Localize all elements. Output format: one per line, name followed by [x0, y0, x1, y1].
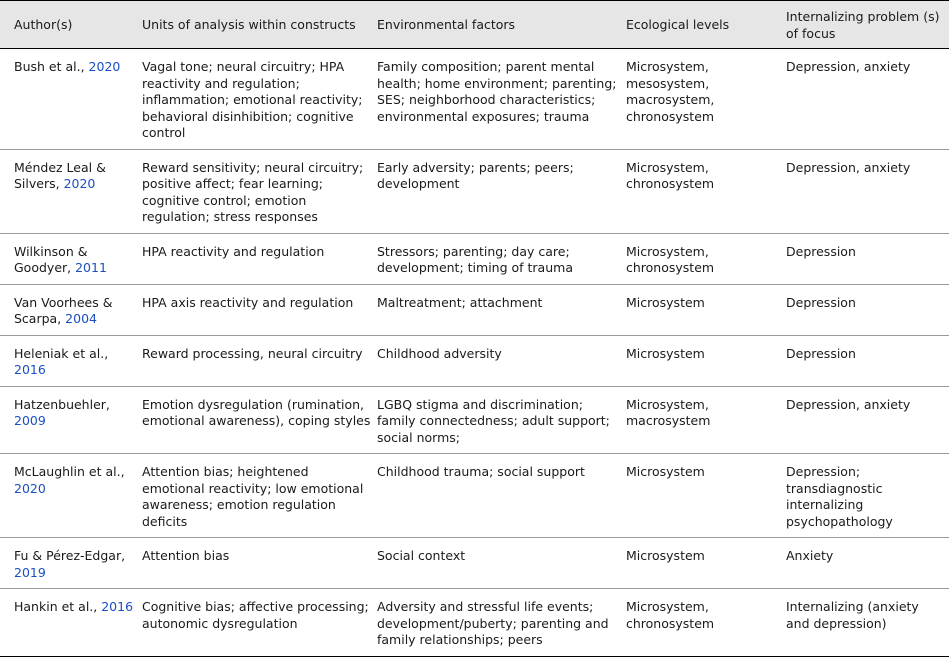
- cell-internalizing-problem: Depression: [786, 345, 856, 361]
- table-row: [0, 284, 949, 335]
- author-name: Van Voorhees & Scarpa,: [14, 294, 113, 326]
- cell-internalizing-problem: Depression, anxiety: [786, 159, 911, 175]
- cell-ecological-levels: Microsystem, chronosystem: [626, 599, 715, 631]
- cell-author: [0, 589, 142, 657]
- header-author: Author(s): [14, 17, 73, 33]
- cell-author: [0, 284, 142, 335]
- citation-year-link[interactable]: 2009: [14, 413, 46, 428]
- cell-author: [0, 454, 142, 538]
- author-name: Hankin et al.,: [14, 599, 98, 614]
- cell-author: [0, 149, 142, 233]
- citation-year-link[interactable]: 2019: [14, 564, 46, 580]
- cell-ecological-levels: Microsystem, chronosystem: [626, 243, 715, 275]
- cell-ecological-levels: Microsystem: [626, 294, 705, 310]
- header-row: [0, 1, 949, 49]
- cell-internalizing-problem: Depression: [786, 243, 856, 259]
- author-name: Fu & Pérez-Edgar,: [14, 548, 126, 563]
- cell-environmental-factors: Social context: [377, 548, 466, 563]
- cell-internalizing-problem: Depression, anxiety: [786, 396, 911, 412]
- cell-ecological-levels: Microsystem, mesosystem, macrosystem, chronosystem: [626, 59, 715, 124]
- cell-units: Reward processing, neural circuitry: [142, 345, 363, 361]
- cell-units: Attention bias; heightened emotional reactivity; low emotional awareness; emotion regulation deficits: [142, 464, 364, 529]
- author-name: Hatzenbuehler,: [14, 396, 110, 412]
- table-header: [0, 1, 949, 49]
- cell-units: Attention bias: [142, 548, 230, 563]
- cell-environmental-factors: LGBQ stigma and discrimination; family connectedness; adult support; social norms;: [377, 396, 610, 445]
- cell-internalizing-problem: Anxiety: [786, 548, 834, 563]
- author-name: McLaughlin et al.,: [14, 464, 125, 479]
- header-ecological-levels: Ecological levels: [626, 17, 730, 33]
- citation-year-link[interactable]: 2016: [14, 362, 46, 377]
- cell-author: [0, 538, 142, 589]
- cell-internalizing-problem: Depression: [786, 294, 856, 310]
- cell-environmental-factors: Stressors; parenting; day care; development; timing of trauma: [377, 243, 573, 275]
- header-environmental-factors: Environmental factors: [377, 17, 516, 33]
- cell-author: [0, 335, 142, 386]
- cell-environmental-factors: Maltreatment; attachment: [377, 294, 543, 310]
- table-row: [0, 538, 949, 589]
- cell-units: HPA reactivity and regulation: [142, 243, 325, 259]
- citation-year-link[interactable]: 2020: [88, 59, 121, 74]
- cell-environmental-factors: Childhood trauma; social support: [377, 464, 585, 479]
- table-row: [0, 233, 949, 284]
- cell-environmental-factors: Childhood adversity: [377, 345, 502, 361]
- header-internalizing-problem: Internalizing problem (s) of focus: [786, 9, 940, 41]
- citation-year-link[interactable]: 2016: [101, 599, 134, 614]
- cell-ecological-levels: Microsystem: [626, 464, 705, 479]
- table-row: [0, 335, 949, 386]
- citation-year-link[interactable]: 2020: [63, 176, 96, 191]
- cell-ecological-levels: Microsystem: [626, 345, 705, 361]
- citation-year-link[interactable]: 2011: [75, 260, 107, 275]
- cell-environmental-factors: Early adversity; parents; peers; development: [377, 159, 574, 191]
- citation-year-link[interactable]: 2020: [14, 480, 46, 496]
- cell-ecological-levels: Microsystem: [626, 548, 705, 563]
- cell-internalizing-problem: Internalizing (anxiety and depression): [786, 599, 919, 631]
- header-units: Units of analysis within constructs: [142, 17, 356, 33]
- table-row: [0, 454, 949, 538]
- author-name: Bush et al.,: [14, 59, 85, 74]
- cell-internalizing-problem: Depression, anxiety: [786, 59, 911, 74]
- table-body: [0, 49, 949, 657]
- table-row: [0, 386, 949, 454]
- cell-units: Cognitive bias; affective processing; autonomic dysregulation: [142, 599, 369, 631]
- cell-units: Emotion dysregulation (rumination, emotional awareness), coping styles: [142, 396, 371, 428]
- cell-author: [0, 49, 142, 150]
- author-name: Wilkinson & Goodyer,: [14, 243, 88, 275]
- cell-units: Reward sensitivity; neural circuitry; positive affect; fear learning; cognitive control; emotion regulation; stress responses: [142, 159, 364, 224]
- table-row: [0, 149, 949, 233]
- cell-author: [0, 386, 142, 454]
- cell-units: HPA axis reactivity and regulation: [142, 294, 354, 310]
- table-row: [0, 49, 949, 150]
- cell-author: [0, 233, 142, 284]
- cell-units: Vagal tone; neural circuitry; HPA reactivity and regulation; inflammation; emotional reactivity; behavioral disinhibition; cognitive control: [142, 59, 363, 140]
- cell-environmental-factors: Adversity and stressful life events; development/puberty; parenting and family relationships; peers: [377, 599, 609, 647]
- author-name: Heleniak et al.,: [14, 345, 109, 361]
- cell-environmental-factors: Family composition; parent mental health; home environment; parenting; SES; neighborhood characteristics; environmental exposures; trauma: [377, 59, 617, 124]
- cell-ecological-levels: Microsystem, chronosystem: [626, 159, 715, 191]
- author-name: Méndez Leal & Silvers,: [14, 159, 106, 191]
- cell-internalizing-problem: Depression; transdiagnostic internalizing psychopathology: [786, 464, 893, 529]
- citation-year-link[interactable]: 2004: [65, 311, 97, 326]
- table-row: [0, 589, 949, 657]
- cell-ecological-levels: Microsystem, macrosystem: [626, 396, 711, 428]
